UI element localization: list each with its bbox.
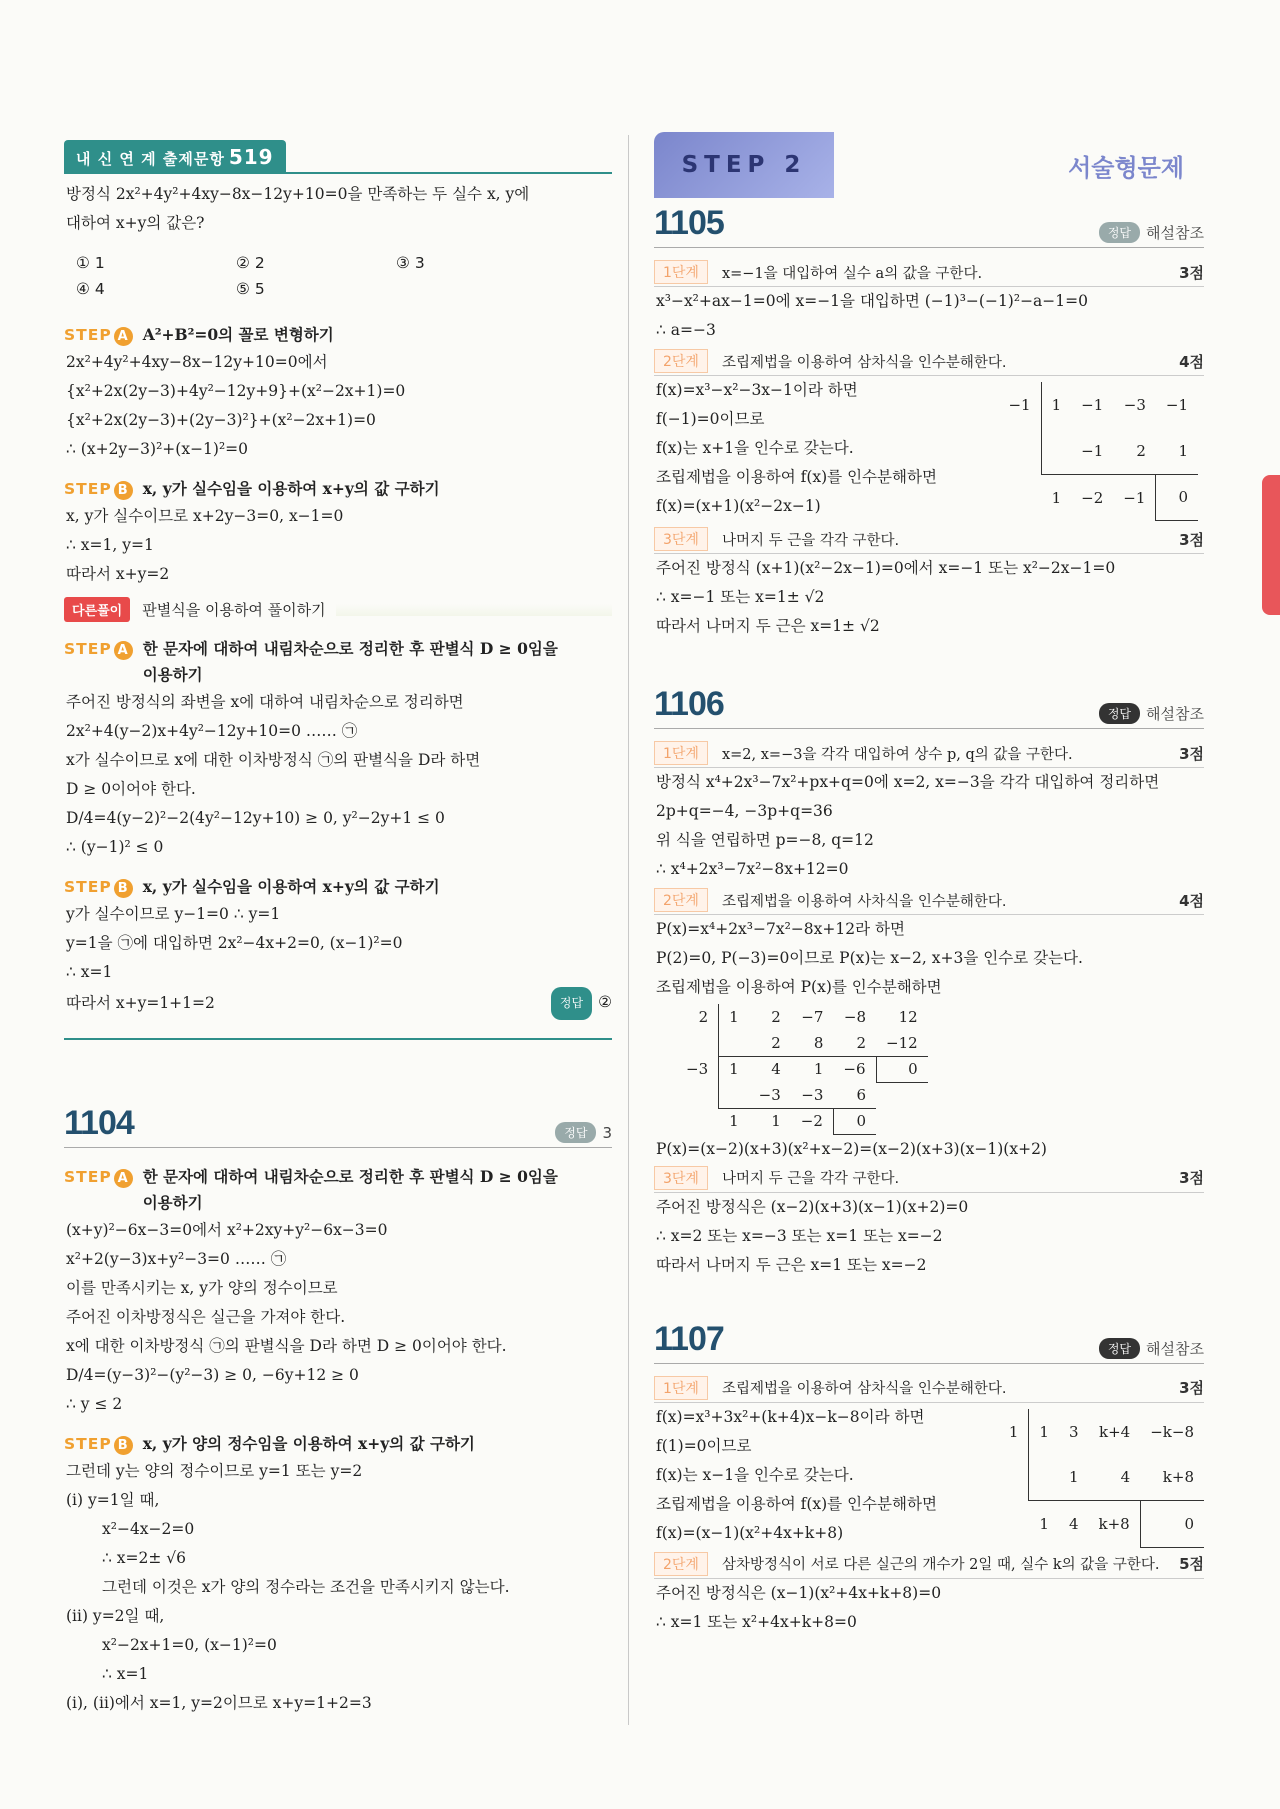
linked-problem-header xyxy=(64,140,612,174)
alternative-solution-badge: 다른풀이 xyxy=(64,597,130,622)
linked-problem-tag: 내 신 연 계 출제문항 519 xyxy=(64,140,286,174)
problem-number: 1104 xyxy=(64,1104,134,1142)
stage-3-heading: 3단계 나머지 두 근을 각각 구한다. 3점 xyxy=(654,527,1204,554)
problem-number: 1105 xyxy=(654,204,724,242)
step-a-body: 2x²+4y²+4xy−8x−12y+10=0에서 {x²+2x(2y−3)+4y²−12y+9}+(x²−2x+1)=0 {x²+2x(2y−3)+(2y−3)²}+(x²−2x+1)=0 ∴ (x+2y−3)²+(x−1)²=0 xyxy=(66,353,406,458)
stage-2-heading: 2단계 조립제법을 이용하여 사차식을 인수분해한다. 4점 xyxy=(654,888,1204,915)
answer-choices xyxy=(64,250,612,302)
section-title: 서술형문제 xyxy=(1068,153,1184,182)
question-text: 방정식 2x²+4y²+4xy−8x−12y+10=0을 만족하는 두 실수 x, y에 대하여 x+y의 값은? xyxy=(66,185,530,232)
choice-item: ⑤ 5 xyxy=(236,280,265,298)
linked-problem-number: 519 xyxy=(228,145,274,169)
stage-2-heading: 2단계 삼차방정식이 서로 다른 실근의 개수가 2일 때, 실수 k의 값을 구한다. 5점 xyxy=(654,1552,1204,1579)
answer-marker: 정답 해설참조 xyxy=(1099,222,1204,243)
problem-1105-header xyxy=(654,204,1204,248)
problem-number: 1107 xyxy=(654,1319,724,1358)
answer-marker: 정답 ② xyxy=(551,987,612,1020)
left-column xyxy=(64,140,612,1718)
problem-1104-header xyxy=(64,1104,612,1148)
stage-1-heading: 1단계 x=2, x=−3을 각각 대입하여 상수 p, q의 값을 구한다. 3점 xyxy=(654,741,1204,768)
step2-label: STEP 2 xyxy=(654,132,834,198)
alt-step-a-heading: STEP A 한 문자에 대하여 내림차순으로 정리한 후 판별식 D ≥ 0임을 이용하기 xyxy=(64,639,558,684)
stage-1-heading: 1단계 조립제법을 이용하여 삼차식을 인수분해한다. 3점 xyxy=(654,1376,1204,1403)
section-rule xyxy=(64,1038,612,1040)
choice-item: ③ 3 xyxy=(396,254,425,272)
synthetic-division-table: 2 1 2 −7 −8 12 2 8 2 −12 −3 1 4 1 −6 0 −3 −3 6 1 1 −2 0 xyxy=(676,1004,928,1135)
synthetic-division-table: −1 1 −1 −3 −1 −1 2 1 1 −2 −1 0 xyxy=(998,382,1198,521)
problem-1107-header xyxy=(654,1320,1204,1364)
choice-item: ④ 4 xyxy=(76,280,105,298)
synthetic-division-table: 1 1 3 k+4 −k−8 1 4 k+8 1 4 k+8 0 xyxy=(999,1409,1204,1548)
stage-2-heading: 2단계 조립제법을 이용하여 삼차식을 인수분해한다. 4점 xyxy=(654,349,1204,376)
stage-3-heading: 3단계 나머지 두 근을 각각 구한다. 3점 xyxy=(654,1166,1204,1193)
problem-1106-header xyxy=(654,685,1204,729)
step-b-heading: STEP B x, y가 실수임을 이용하여 x+y의 값 구하기 xyxy=(64,479,440,498)
choice-item: ② 2 xyxy=(236,254,265,272)
section-header xyxy=(654,132,1204,198)
step-b-heading: STEP B x, y가 양의 정수임을 이용하여 x+y의 값 구하기 xyxy=(64,1434,475,1453)
right-column: STEP 2 서술형문제 1105 정답 해설참조 1단계 x=−1을 대입하여 실수 a의 값을 구한다. 3점 x³−x²+ax−1=0에 x=−1을 대입하면 (−1)³−(−1)²−a−1=0 ∴ a=−3 2단계 조립제법을 이용하여 삼차식을 인수분해한다. 4점 f(x)=x³−x²−3x−1이라 하면 f(−1)=0이므로 f(x)는 x+1을 인수로 갖는다. 조립제법을 이용하여 f(x)를 인수분해하면 f(x)=(x+1)(x²−2x−1) −1 1 −1 −3 −1 −1 2 1 1 −2 −1 0 3단계 나머지 두 근을 각각 구한다. 3점 주어진 방정식 (x+1)(x²−2x−1)=0에서 x=−1 또는 x²−2x−1=0 ∴ x=−1 또는 x=1± √2 따라서 나머지 두 근은 x=1± √2 1106 정답 해설참조 1단계 x=2, x=−3을 각각 대입하여 상수 p, q의 값을 구한다. 3점 방정식 x⁴+2x³−7x²+px+q=0에 x=2, x=−3을 각각 대입하여 정리하면 2p+q=−4, −3p+q=36 위 식을 연립하면 p=−8, q=12 ∴ x⁴+2x³−7x²−8x+12=0 2단계 조립제법을 이용하여 사차식을 인수분해한다. 4점 P(x)=x⁴+2x³−7x²−8x+12라 하면 P(2)=0, P(−3)=0이므로 P(x)는 x−2, x+3을 인수로 갖는다. 조립제법을 이용하여 P(x)를 인수분해하면 2 1 2 −7 −8 12 2 8 2 −12 −3 1 4 1 −6 0 −3 −3 6 1 1 −2 0 P(x)=(x−2)(x+3)(x²+x−2)=(x−2)(x+3)(x−1)(x+2) 3단계 나머지 두 근을 각각 구한다. 3점 주어진 방정식은 (x−2)(x+3)(x−1)(x+2)=0 ∴ x=2 또는 x=−3 또는 x=1 또는 x=−2 따라서 나머지 두 근은 x=1 또는 x=−2 1107 정답 해설참조 1단계 조립제법을 이용하여 삼차식을 인수분해한다. 3점 f(x)=x³+3x²+(k+4)x−k−8이라 하면 f(1)=0이므로 f(x)는 x−1을 인수로 갖는다. 조립제법을 이용하여 f(x)를 인수분해하면 f(x)=(x−1)(x²+4x+k+8) 1 1 3 k+4 −k−8 1 4 k+8 1 4 k+8 0 2단계 삼차방정식이 서로 다른 실근의 개수가 2일 때, 실수 k의 값을 구한다. 5점 주어진 방정식은 (x−1)(x²+4x+k+8)=0 ∴ x=1 또는 x²+4x+k+8=0 xyxy=(654,132,1204,1637)
alt-step-a-body: 주어진 방정식의 좌변을 x에 대하여 내림차순으로 정리하면 2x²+4(y−2)x+4y²−12y+10=0 …… ㉠ x가 실수이므로 x에 대한 이차방정식 ㉠의 판별식을 D라 하면 D ≥ 0이어야 한다. D/4=4(y−2)²−2(4y²−12y+10) ≥ 0, y²−2y+1 ≤ 0 ∴ (y−1)² ≤ 0 xyxy=(66,693,481,856)
step-a-body: (x+y)²−6x−3=0에서 x²+2xy+y²−6x−3=0 x²+2(y−3)x+y²−3=0 …… ㉠ 이를 만족시키는 x, y가 양의 정수이므로 주어진 이차방정식은 실근을 가져야 한다. x에 대한 이차방정식 ㉠의 판별식을 D라 하면 D ≥ 0이어야 한다. D/4=(y−3)²−(y²−3) ≥ 0, −6y+12 ≥ 0 ∴ y ≤ 2 xyxy=(66,1221,507,1413)
column-divider xyxy=(628,135,629,1725)
answer-marker: 정답 3 xyxy=(555,1122,612,1143)
alternative-solution-header: 다른풀이 판별식을 이용하여 풀이하기 xyxy=(64,597,612,622)
step-a-heading: STEP A 한 문자에 대하여 내림차순으로 정리한 후 판별식 D ≥ 0임을 이용하기 xyxy=(64,1167,558,1212)
alt-step-b-heading: STEP B x, y가 실수임을 이용하여 x+y의 값 구하기 xyxy=(64,877,440,896)
step-b-body: x, y가 실수이므로 x+2y−3=0, x−1=0 ∴ x=1, y=1 따라서 x+y=2 xyxy=(66,507,344,583)
chapter-side-tab xyxy=(1262,475,1280,615)
problem-number: 1106 xyxy=(654,685,724,723)
step-b-body: 그런데 y는 양의 정수이므로 y=1 또는 y=2 (ⅰ) y=1일 때, x²−4x−2=0 ∴ x=2± √6 그런데 이것은 x가 양의 정수라는 조건을 만족시키지 않는다. (ⅱ) y=2일 때, x²−2x+1=0, (x−1)²=0 ∴ x=1 (ⅰ), (ⅱ)에서 x=1, y=2이므로 x+y=1+2=3 xyxy=(66,1462,510,1712)
answer-marker: 정답 해설참조 xyxy=(1099,1338,1204,1359)
stage-1-heading: 1단계 x=−1을 대입하여 실수 a의 값을 구한다. 3점 xyxy=(654,260,1204,287)
step-a-heading: STEP A A²+B²=0의 꼴로 변형하기 xyxy=(64,325,334,344)
answer-marker: 정답 해설참조 xyxy=(1099,703,1204,724)
choice-item: ① 1 xyxy=(76,254,105,272)
header-rule xyxy=(286,172,612,174)
alt-step-b-body: y가 실수이므로 y−1=0 ∴ y=1 y=1을 ㉠에 대입하면 2x²−4x+2=0, (x−1)²=0 ∴ x=1 따라서 x+y=1+1=2 정답 ② xyxy=(64,900,612,1020)
